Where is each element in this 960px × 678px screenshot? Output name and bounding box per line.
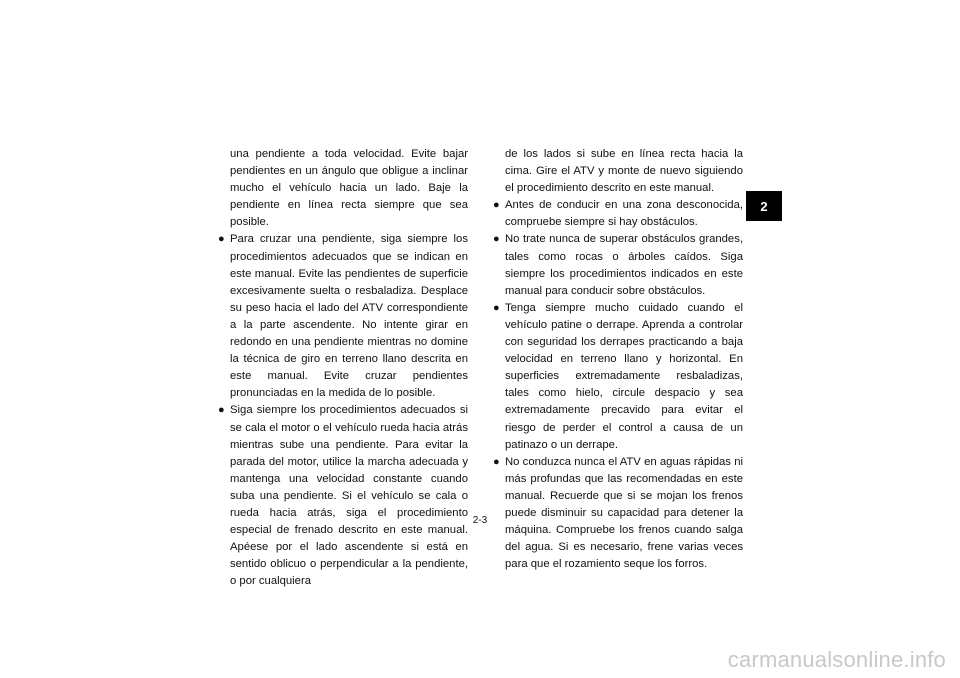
bullet-icon: ● (218, 404, 225, 417)
bullet-text: Tenga siempre mucho cuidado cuando el vehículo patine o derrape. Aprenda a controlar con seguridad los derrapes practicando a baja velocidad en terreno llano y horizontal. En superficies extremadamente resbaladizas, tales como hielo, circule despacio y sea extremadamente precavido para evitar el riesgo de perder el control a causa de un patinazo o un derrape. (505, 301, 743, 451)
bullet-text: No trate nunca de superar obstáculos grandes, tales como rocas o árboles caídos. Siga siempre los procedimientos indicados en este manual para conducir sobre obstáculos. (505, 233, 743, 297)
bullet-text: Para cruzar una pendiente, siga siempre los procedimientos adecuados que se indican en este manual. Evite las pendientes de superficie excesivamente suelta o resbaladiza. Desplace su peso hacia el lado del ATV correspondiente a la parte ascendente. No intente girar en redondo en una pendiente mientras no domine la técnica de giro en terreno llano descrita en este manual. Evite cruzar pendientes pronunciadas en la medida de lo posible. (230, 233, 468, 400)
chapter-tab: 2 (746, 191, 782, 221)
left-column (218, 146, 468, 590)
bullet-item (493, 300, 743, 454)
continuation-paragraph: de los lados si sube en línea recta hacia la cima. Gire el ATV y monte de nuevo siguiendo el procedimiento descrito en este manual. (505, 148, 743, 195)
bullet-icon: ● (493, 301, 500, 314)
bullet-item (493, 197, 743, 231)
bullet-item (218, 231, 468, 402)
bullet-icon: ● (493, 199, 500, 212)
bullet-item (493, 231, 743, 299)
bullet-text: No conduzca nunca el ATV en aguas rápidas ni más profundas que las recomendadas en este manual. Recuerde que si se mojan los frenos puede disminuir su capacidad para detener la máquina. Compruebe los frenos cuando salga del agua. Si es necesario, frene varias veces para que el rozamiento seque los forros. (505, 455, 743, 571)
watermark: carmanualsonline.info (727, 647, 946, 672)
bullet-icon: ● (493, 233, 500, 246)
bullet-item (218, 402, 468, 590)
bullet-item (493, 454, 743, 574)
page-number: 2-3 (472, 515, 488, 526)
bullet-text: Antes de conducir en una zona desconocida, compruebe siempre si hay obstáculos. (505, 199, 743, 229)
right-column (493, 146, 743, 573)
continuation-paragraph: una pendiente a toda velocidad. Evite bajar pendientes en un ángulo que obligue a inclinar mucho el vehículo hacia un lado. Baje la pendiente en línea recta siempre que sea posible. (230, 148, 468, 229)
bullet-icon: ● (493, 455, 500, 468)
bullet-icon: ● (218, 233, 225, 246)
bullet-text: Siga siempre los procedimientos adecuados si se cala el motor o el vehículo rueda hacia atrás mientras sube una pendiente. Para evitar la parada del motor, utilice la marcha adecuada y mantenga una velocidad constante cuando suba una pendiente. Si el vehículo se cala o rueda hacia atrás, siga el procedimiento especial de frenado descrito en este manual. Apéese por el lado ascendente si está en sentido oblicuo o perpendicular a la pendiente, o por cualquiera (230, 404, 468, 588)
